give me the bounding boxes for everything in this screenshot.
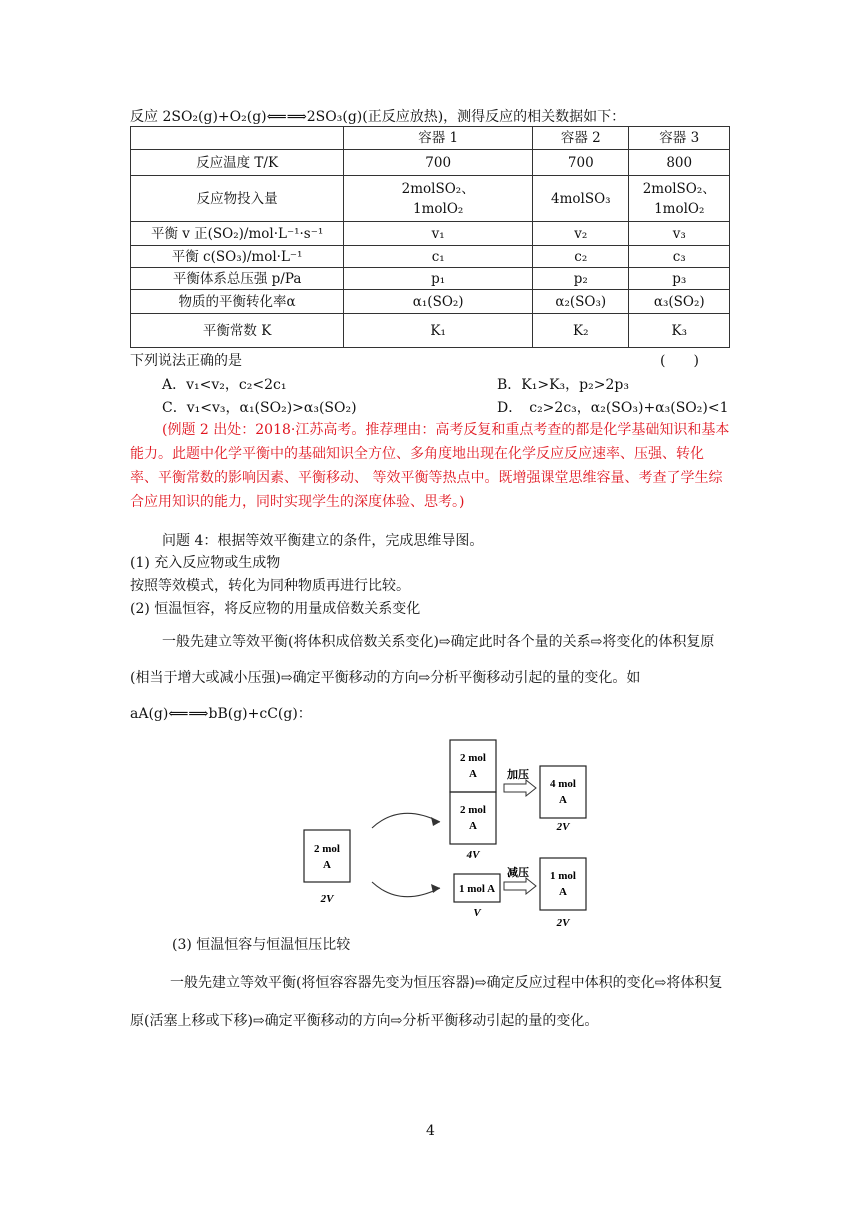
table-cell: v₁ [344, 222, 533, 246]
source-note: (例题 2 出处：2018·江苏高考。推荐理由：高考反复和重点考查的都是化学基础知识和基本能力。此题中化学平衡中的基础知识全方位、多角度地出现在化学反应反应速率、压强、转化率、平衡常数的影响因素、平衡移动、 等效平衡等热点中。既增强课堂思维容量、考查了学生综合应用知识的能力，同时实现学生的深度体验、思考。) [130, 422, 730, 510]
start-box-mol: 2 mol [314, 843, 340, 855]
result-top-box [540, 766, 586, 818]
table-cell: α₁(SO₂) [344, 290, 533, 314]
small-box-volume: V [473, 907, 481, 919]
result-bottom-mol: 1 mol [550, 870, 576, 882]
result-top-volume: 2V [556, 821, 570, 833]
table-cell: 平衡 v 正(SO₂)/mol·L⁻¹·s⁻¹ [131, 222, 344, 246]
table-cell: 4molSO₃ [533, 176, 629, 222]
hollow-arrow-depress-icon [504, 878, 536, 894]
stack-bottom-mol: 2 mol [460, 804, 486, 816]
table-cell: α₃(SO₂) [629, 290, 730, 314]
section-2-heading: (2) 恒温恒容，将反应物的用量成倍数关系变化 [130, 601, 421, 617]
curved-arrow-up-icon [372, 813, 440, 828]
table-cell: K₃ [629, 314, 730, 348]
table-cell: 700 [533, 150, 629, 176]
table-cell: 700 [344, 150, 533, 176]
table-cell: 平衡常数 K [131, 314, 344, 348]
problem4-title: 问题 4：根据等效平衡建立的条件，完成思维导图。 [162, 533, 484, 549]
answer-bracket: ( ) [660, 353, 699, 369]
stack-top-mol: 2 mol [460, 752, 486, 764]
table-cell: v₃ [629, 222, 730, 246]
section-2-text: 一般先建立等效平衡(将体积成倍数关系变化)⇨确定此时各个量的关系⇨将变化的体积复原(相当于增大或减小压强)⇨确定平衡移动的方向⇨分析平衡移动引起的量的变化。如 aA(g)⟸⟹bB(g)+cC(g)： [130, 634, 715, 722]
table-cell: K₁ [344, 314, 533, 348]
result-top-mol: 4 mol [550, 778, 576, 790]
result-bottom-box [540, 858, 586, 910]
question-stem: 下列说法正确的是 [130, 353, 242, 369]
table-cell: 反应温度 T/K [131, 150, 344, 176]
table-cell: p₃ [629, 268, 730, 290]
equivalent-equilibrium-diagram [300, 736, 600, 932]
section-1-heading: (1) 充入反应物或生成物 [130, 555, 281, 571]
table-cell: 2molSO₂、 1molO₂ [629, 176, 730, 222]
table-cell: c₃ [629, 246, 730, 268]
small-box-label: 1 mol A [458, 883, 496, 895]
table-cell: 平衡 c(SO₃)/mol·L⁻¹ [131, 246, 344, 268]
stack-top-box [450, 740, 496, 792]
section-1-text: 按照等效模式，转化为同种物质再进行比较。 [130, 578, 410, 594]
start-box [304, 830, 350, 882]
option-b: B．K₁>K₃，p₂>2p₃ [497, 377, 629, 393]
table-cell: 物质的平衡转化率α [131, 290, 344, 314]
table-cell: 平衡体系总压强 p/Pa [131, 268, 344, 290]
result-bottom-volume: 2V [556, 917, 570, 929]
press-label: 加压 [507, 769, 529, 781]
hollow-arrow-press-icon [504, 780, 536, 796]
page-number: 4 [426, 1123, 435, 1139]
result-top-species: A [559, 794, 567, 806]
table-cell: v₂ [533, 222, 629, 246]
depress-label: 减压 [507, 867, 529, 879]
table-cell: c₂ [533, 246, 629, 268]
table-cell: 800 [629, 150, 730, 176]
table-cell: p₂ [533, 268, 629, 290]
stack-bottom-species: A [469, 820, 477, 832]
table-header-cell: 容器 3 [629, 127, 730, 150]
table-header-cell: 容器 1 [344, 127, 533, 150]
section-3-text: 一般先建立等效平衡(将恒容容器先变为恒压容器)⇨确定反应过程中体积的变化⇨将体积复原(活塞上移或下移)⇨确定平衡移动的方向⇨分析平衡移动引起的量的变化。 [130, 975, 723, 1029]
stack-top-species: A [469, 768, 477, 780]
section-3-heading: (3) 恒温恒容与恒温恒压比较 [172, 937, 351, 953]
table-cell: 反应物投入量 [131, 176, 344, 222]
table-header-cell [131, 127, 344, 150]
table-cell: α₂(SO₃) [533, 290, 629, 314]
start-box-species: A [323, 859, 331, 871]
data-table [130, 126, 730, 348]
table-cell: p₁ [344, 268, 533, 290]
stack-volume: 4V [466, 849, 480, 861]
table-cell: K₂ [533, 314, 629, 348]
option-c: C．v₁<v₃，α₁(SO₂)>α₃(SO₂) [162, 400, 357, 416]
table-header-cell: 容器 2 [533, 127, 629, 150]
stack-bottom-box [450, 792, 496, 844]
intro-line: 反应 2SO₂(g)+O₂(g)⟸⟹2SO₃(g)(正反应放热)，测得反应的相关数据如下： [130, 109, 626, 125]
table-cell: c₁ [344, 246, 533, 268]
start-box-volume: 2V [320, 893, 334, 905]
result-bottom-species: A [559, 886, 567, 898]
option-a: A．v₁<v₂，c₂<2c₁ [162, 377, 287, 393]
table-cell: 2molSO₂、 1molO₂ [344, 176, 533, 222]
option-d: D． c₂>2c₃，α₂(SO₃)+α₃(SO₂)<1 [497, 400, 729, 416]
curved-arrow-down-icon [372, 882, 440, 897]
